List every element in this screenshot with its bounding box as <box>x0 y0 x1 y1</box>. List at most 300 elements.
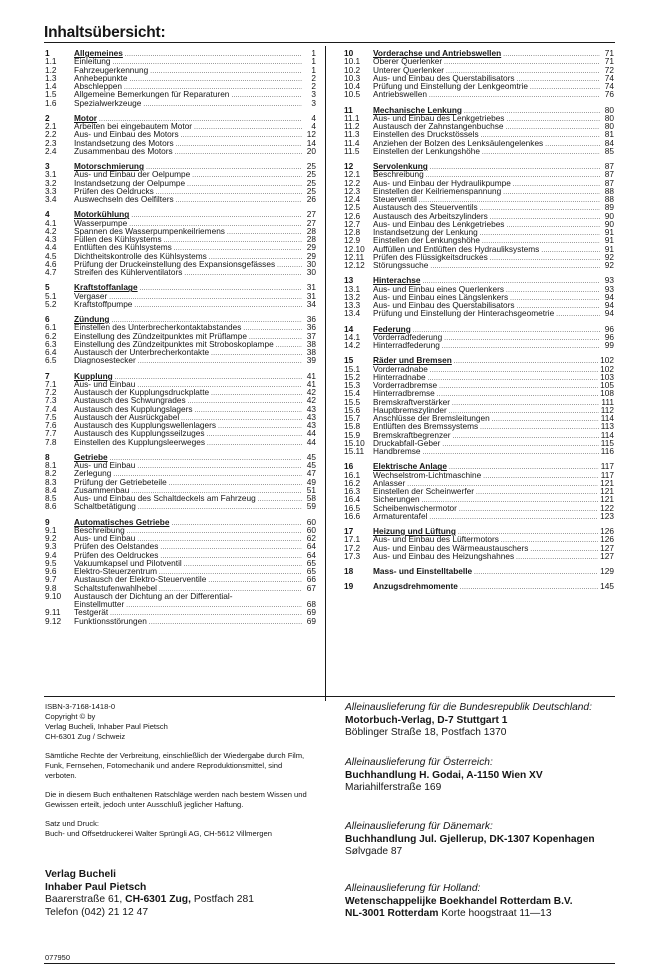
dot-leader <box>510 293 600 301</box>
toc-section <box>45 162 316 203</box>
toc-number: 10.2 <box>344 64 361 75</box>
toc-page-number: 45 <box>306 451 316 462</box>
toc-page-number: 47 <box>306 468 316 479</box>
toc-title: Aus- und Einbau der Oelpumpe <box>74 169 191 180</box>
toc-page-number: 25 <box>306 169 316 180</box>
toc-title: Mechanische Lenkung <box>373 104 462 115</box>
toc-entry <box>344 447 614 455</box>
dot-leader <box>490 253 600 261</box>
toc-title: Aus- und Einbau des Querstabilisators <box>373 300 515 310</box>
toc-number: 9.6 <box>45 566 57 576</box>
print-code: 077950 <box>45 953 71 962</box>
publisher-block <box>45 869 315 919</box>
dot-leader <box>503 187 600 195</box>
toc-section <box>45 210 316 276</box>
toc-number: 2.1 <box>45 121 57 131</box>
toc-number: 15.6 <box>344 404 361 415</box>
toc-page-number: 88 <box>604 194 614 204</box>
dot-leader <box>439 381 598 389</box>
toc-number: 2.2 <box>45 129 57 140</box>
toc-page-number: 30 <box>306 258 316 269</box>
dot-leader <box>452 431 598 439</box>
print-label: Satz und Druck: <box>45 819 100 828</box>
toc-page-number: 38 <box>306 347 316 357</box>
toc-page-number: 90 <box>604 210 614 221</box>
toc-title: Aus- und Einbau des Lenkgetriebes <box>373 112 505 123</box>
toc-page-number: 93 <box>604 283 614 294</box>
toc-title: Einstellen der Lenkungshöhe <box>373 235 481 246</box>
toc-number: 12.11 <box>344 251 365 262</box>
toc-page-number: 116 <box>600 446 614 456</box>
publisher-owner: Inhaber Paul Pietsch <box>45 881 147 893</box>
dot-leader <box>218 421 302 429</box>
toc-title: Austausch des Kupplungsseilzuges <box>74 428 205 439</box>
toc-page-number: 122 <box>600 502 614 513</box>
dot-leader <box>207 438 302 446</box>
distributor-name: Motorbuch-Verlag, D-7 Stuttgart 1 <box>345 714 508 726</box>
toc-number: 17.1 <box>344 534 361 545</box>
toc-title: Allgemeine Bemerkungen für Reparaturen <box>74 89 230 100</box>
dot-leader <box>430 261 600 269</box>
toc-page-number: 121 <box>600 486 614 496</box>
dot-leader <box>429 90 600 98</box>
toc-title: Instandsetzung der Lenkung <box>373 227 478 237</box>
toc-number: 1.4 <box>45 81 57 91</box>
toc-number: 7 <box>45 370 50 381</box>
toc-page-number: 31 <box>306 290 316 301</box>
publisher-street: Baarerstraße 61, <box>45 894 123 905</box>
toc-section <box>344 356 614 455</box>
toc-number: 12.9 <box>344 235 361 246</box>
toc-number: 10 <box>344 48 354 58</box>
toc-page-number: 74 <box>604 72 614 83</box>
toc-number: 8.4 <box>45 484 57 495</box>
dot-leader <box>482 147 600 155</box>
toc-title: Anschlüsse der Bremsleitungen <box>373 413 490 423</box>
toc-title: Austausch des Schwungrades <box>74 395 186 406</box>
toc-title: Bremskraftverstärker <box>373 396 450 407</box>
dot-leader <box>428 373 599 381</box>
toc-number: 3.3 <box>45 185 57 196</box>
toc-title: Getriebe <box>74 451 108 462</box>
dot-leader <box>423 447 599 455</box>
toc-title: Hinterradbremse <box>373 388 435 399</box>
toc-title: Prüfung der Getriebeteile <box>74 476 167 487</box>
toc-number: 14 <box>344 323 354 334</box>
toc-number: 15.10 <box>344 437 365 448</box>
dot-leader <box>171 518 302 526</box>
toc-number: 4.7 <box>45 267 57 277</box>
toc-page-number: 25 <box>306 177 316 188</box>
toc-title: Anzugsdrehmomente <box>373 581 458 592</box>
distributor-address: Sølvgade 87 <box>345 846 403 858</box>
dot-leader <box>131 210 302 218</box>
toc-page-number: 4 <box>311 121 316 131</box>
toc-entry <box>45 195 316 203</box>
dot-leader <box>187 179 302 187</box>
toc-page-number: 31 <box>306 282 316 293</box>
toc-page-number: 129 <box>600 566 614 576</box>
dot-leader <box>530 544 598 552</box>
toc-number: 13.2 <box>344 291 361 302</box>
toc-number: 7.7 <box>45 428 57 439</box>
toc-page-number: 126 <box>600 526 614 536</box>
toc-page-number: 65 <box>306 557 316 568</box>
toc-title: Einstellen des Kupplungsleerweges <box>74 436 205 447</box>
toc-number: 15.8 <box>344 421 361 432</box>
dot-leader <box>211 388 302 396</box>
toc-page-number: 34 <box>306 298 316 309</box>
toc-page-number: 43 <box>306 420 316 430</box>
toc-title: Aus- und Einbau des Schaltdeckels am Fahrzeug <box>74 493 256 503</box>
toc-title: Spezialwerkzeuge <box>74 97 142 108</box>
toc-number: 12 <box>344 161 354 171</box>
toc-page-number: 25 <box>306 185 316 196</box>
toc-title: Prüfung und Einstellung der Lenkgeomtrie <box>373 81 528 91</box>
toc-section <box>344 49 614 99</box>
toc-number: 6.2 <box>45 330 57 341</box>
toc-number: 10.4 <box>344 81 361 91</box>
toc-page-number: 81 <box>604 129 614 140</box>
toc-number: 12.7 <box>344 218 361 229</box>
toc-title: Prüfung und Einstellung der Hinterachsgeometrie <box>373 308 555 319</box>
toc-entry <box>344 552 614 560</box>
toc-number: 3.4 <box>45 194 57 204</box>
toc-page-number: 89 <box>604 202 614 213</box>
toc-page-number: 80 <box>604 121 614 131</box>
dot-leader <box>276 340 302 348</box>
toc-title: Einleitung <box>74 56 111 67</box>
toc-page-number: 114 <box>600 429 614 440</box>
toc-entry <box>45 147 316 155</box>
toc-title: Vergaser <box>74 290 108 301</box>
toc-number: 11.1 <box>344 112 360 123</box>
toc-number: 9.2 <box>45 533 57 543</box>
toc-page-number: 27 <box>306 209 316 220</box>
toc-section <box>344 106 614 156</box>
dot-leader <box>160 542 302 550</box>
toc-section <box>45 518 316 625</box>
dot-leader <box>208 575 302 583</box>
toc-page-number: 102 <box>600 363 614 374</box>
toc-title: Aus- und Einbau des Querstabilisators <box>373 72 515 83</box>
toc-section <box>45 283 316 308</box>
toc-number: 8.3 <box>45 476 57 487</box>
toc-page-number: 85 <box>604 145 614 156</box>
dot-leader <box>460 582 598 590</box>
toc-section <box>45 372 316 446</box>
toc-number: 11.4 <box>344 137 360 148</box>
toc-number: 18 <box>344 566 354 576</box>
toc-title: Kraftstoffpumpe <box>74 298 133 309</box>
dot-leader <box>194 122 302 130</box>
dot-leader <box>176 195 302 203</box>
toc-title: Diagnosestecker <box>74 355 136 366</box>
toc-number: 3 <box>45 161 50 171</box>
toc-page-number: 1 <box>311 64 316 75</box>
toc-page-number: 123 <box>600 510 614 521</box>
toc-title: Hinterradnabe <box>373 371 426 382</box>
imprint-rule <box>44 696 615 697</box>
dot-leader <box>243 323 302 331</box>
toc-page-number: 112 <box>600 404 614 415</box>
toc-section <box>45 315 316 365</box>
toc-title: Austausch der Dichtung an der Differential- <box>74 590 233 601</box>
toc-number: 9.4 <box>45 549 57 560</box>
toc-page-number: 127 <box>600 550 614 561</box>
toc-page-number: 71 <box>604 48 614 58</box>
toc-number: 15.5 <box>344 396 361 407</box>
toc-title: Testgerät <box>74 607 109 618</box>
toc-number: 1.2 <box>45 64 57 75</box>
toc-title: Schaltbetätigung <box>74 501 136 512</box>
dot-leader <box>492 414 599 422</box>
toc-page-number: 44 <box>306 428 316 439</box>
dot-leader <box>110 453 302 461</box>
toc-page-number: 25 <box>306 161 316 171</box>
toc-title: Prüfung der Druckeinstellung des Expansionsgefässes <box>74 258 276 269</box>
toc-entry <box>344 90 614 98</box>
dot-leader <box>506 285 600 293</box>
toc-title: Einstellen der Keilriemenspannung <box>373 185 502 196</box>
toc-title: Armaturentafel <box>373 510 428 521</box>
toc-page-number: 29 <box>306 250 316 261</box>
toc-number: 9.11 <box>45 607 61 618</box>
toc-section <box>344 567 614 575</box>
distribution-label: Alleinauslieferung für Österreich: <box>345 757 493 768</box>
toc-title: Auswechseln des Oelfilters <box>74 194 174 204</box>
toc-page-number: 51 <box>306 484 316 495</box>
toc-number: 8.5 <box>45 493 57 503</box>
toc-page-number: 117 <box>600 469 614 480</box>
toc-number: 11 <box>344 104 353 115</box>
dot-leader <box>476 487 598 495</box>
toc-title: Austausch des Arbeitszylinders <box>373 210 488 221</box>
toc-page-number: 14 <box>306 137 316 148</box>
dot-leader <box>109 292 302 300</box>
dot-leader <box>474 567 598 575</box>
toc-number: 8.2 <box>45 468 57 479</box>
toc-title: Elektrische Anlage <box>373 461 447 472</box>
toc-number: 3.2 <box>45 177 57 188</box>
toc-number: 9.8 <box>45 582 57 593</box>
toc-page-number: 87 <box>604 169 614 180</box>
toc-number: 6.5 <box>45 355 57 366</box>
toc-number: 4.3 <box>45 234 57 244</box>
dot-leader <box>430 365 598 373</box>
toc-entry <box>45 268 316 276</box>
toc-page-number: 96 <box>604 331 614 342</box>
publisher-address <box>45 894 315 907</box>
printer: Buch- und Offsetdruckerei Walter Sprüngli AG, CH-5612 Villmergen <box>45 829 272 838</box>
toc-page-number: 103 <box>600 371 614 382</box>
toc-title: Mass- und Einstelltabelle <box>373 566 473 576</box>
toc-page-number: 30 <box>306 267 316 277</box>
disclaimer: Die in diesem Buch enthaltenen Ratschläge werden nach bestem Wissen und Gewissen erteilt, jedoch unter Ausschluß jeglicher Haftung. <box>45 790 307 809</box>
toc-number: 15.3 <box>344 380 361 390</box>
toc-title: Unterer Querlenker <box>373 64 445 75</box>
toc-number: 9 <box>45 516 50 527</box>
toc-title: Instandsetzung der Oelpumpe <box>74 177 186 188</box>
toc-title: Austausch der Ausrückgabel <box>74 411 180 422</box>
toc-title: Vorderradnabe <box>373 363 428 374</box>
toc-page-number: 58 <box>306 493 316 503</box>
dot-leader <box>480 203 600 211</box>
toc-number: 15.11 <box>344 446 365 456</box>
dot-leader <box>545 139 600 147</box>
toc-page-number: 39 <box>306 355 316 366</box>
toc-entry <box>45 502 316 510</box>
dot-leader <box>442 439 598 447</box>
dot-leader <box>195 405 302 413</box>
toc-title: Austausch des Kupplungswellenlagers <box>74 420 217 430</box>
toc-page-number: 28 <box>306 234 316 244</box>
toc-page-number: 111 <box>601 396 614 407</box>
toc-page-number: 68 <box>306 599 316 609</box>
toc-page-number: 76 <box>604 89 614 100</box>
toc-title: Aus- und Einbau <box>74 533 136 543</box>
toc-title: Fahrzeugerkennung <box>74 64 149 75</box>
toc-entry <box>344 261 614 269</box>
distribution-label: Alleinauslieferung für Dänemark: <box>345 821 493 832</box>
toc-number: 11.5 <box>344 145 360 156</box>
toc-number: 9.7 <box>45 574 57 585</box>
toc-title: Aus- und Einbau des Lenkgetriebes <box>373 218 505 229</box>
toc-page-number: 94 <box>604 300 614 310</box>
distributor-address <box>345 908 625 921</box>
toc-title: Einstellen des Druckstössels <box>373 129 479 140</box>
toc-number: 16.2 <box>344 477 361 488</box>
toc-title: Zusammenbau <box>74 484 130 495</box>
dot-leader <box>444 57 600 65</box>
copyright: Copyright © by <box>45 712 96 721</box>
dot-leader <box>181 130 302 138</box>
toc-number: 4 <box>45 209 50 220</box>
toc-entry <box>45 617 316 625</box>
toc-title: Sicherungen <box>373 494 420 505</box>
toc-number: 5.1 <box>45 290 57 301</box>
dot-leader <box>506 114 600 122</box>
distribution-denmark <box>345 821 625 859</box>
toc-title: Elektro-Steuerzentrum <box>74 566 158 576</box>
toc-number: 3.1 <box>45 169 57 180</box>
toc-title: Hinterradfederung <box>373 340 440 350</box>
toc-page-number: 26 <box>306 194 316 204</box>
toc-title: Beschreibung <box>74 524 125 535</box>
toc-number: 9.5 <box>45 557 57 568</box>
title-rule <box>44 42 615 43</box>
toc-page-number: 66 <box>306 574 316 585</box>
toc-page-number: 42 <box>306 395 316 406</box>
dot-leader <box>149 617 302 625</box>
toc-page-number: 42 <box>306 387 316 397</box>
distribution-label: Alleinauslieferung für die Bundesrepublik Deutschland: <box>345 702 592 713</box>
toc-number: 8.1 <box>45 460 57 470</box>
toc-number: 7.8 <box>45 436 57 447</box>
toc-page-number: 12 <box>306 129 316 140</box>
toc-number: 9.1 <box>45 524 57 535</box>
toc-title: Wechselstrom-Lichtmaschine <box>373 469 482 480</box>
dot-leader <box>156 187 302 195</box>
toc-title: Einstellmutter <box>74 599 125 609</box>
toc-number: 1.6 <box>45 97 57 108</box>
toc-page-number: 90 <box>604 218 614 229</box>
toc-number: 2.4 <box>45 145 57 156</box>
dot-leader <box>184 268 302 276</box>
toc-title: Prüfen des Oeldruckes <box>74 549 159 560</box>
toc-page-number: 27 <box>306 217 316 228</box>
toc-page-number: 64 <box>306 549 316 560</box>
toc-page-number: 99 <box>604 340 614 350</box>
toc-title: Aus- und Einbau <box>74 378 136 389</box>
toc-page-number: 91 <box>604 243 614 254</box>
dot-leader <box>143 99 302 107</box>
toc-title: Entlüften des Kühlsystems <box>74 242 172 253</box>
distribution-austria <box>345 757 625 795</box>
dot-leader <box>454 356 598 364</box>
toc-title: Allgemeines <box>74 48 123 58</box>
toc-page-number: 74 <box>604 81 614 91</box>
toc-number: 9.10 <box>45 590 62 601</box>
toc-title: Austausch des Kupplungslagers <box>74 403 193 414</box>
toc-title: Motorschmierung <box>74 161 145 171</box>
toc-title: Aus- und Einbau eines Längslenkers <box>373 291 509 302</box>
toc-title: Handbremse <box>373 446 421 456</box>
toc-title: Einstellen der Scheinwerfer <box>373 486 474 496</box>
copyright-city: CH-6301 Zug / Schweiz <box>45 732 126 741</box>
toc-title: Zusammenbau des Motors <box>74 145 173 156</box>
toc-page-number: 108 <box>600 388 614 399</box>
toc-number: 8.6 <box>45 501 57 512</box>
toc-entry <box>344 512 614 520</box>
toc-title: Austausch der Zahnstangenbuchse <box>373 121 504 131</box>
toc-title: Instandsetzung des Motors <box>74 137 174 148</box>
toc-page-number: 45 <box>306 460 316 470</box>
rights-notice: Sämtliche Rechte der Verbreitung, einschließlich der Wiedergabe durch Film, Funk, Fernsehen, Fotomechanik und andere Reproduktionsmittel, sind verboten. <box>45 751 305 780</box>
dot-leader <box>530 82 600 90</box>
toc-page-number: 126 <box>600 534 614 545</box>
toc-page-number: 121 <box>600 477 614 488</box>
copyright-holder: Verlag Bucheli, Inhaber Paul Pietsch <box>45 722 168 731</box>
toc-title: Aus- und Einbau des Wärmeaustauschers <box>373 542 529 553</box>
toc-number: 13.4 <box>344 308 361 319</box>
toc-title: Heizung und Lüftung <box>373 526 456 536</box>
toc-title: Oberer Querlenker <box>373 56 443 67</box>
toc-page-number: 3 <box>311 97 316 108</box>
toc-title: Beschreibung <box>373 169 424 180</box>
toc-title: Entlüften des Bremssystems <box>373 421 479 432</box>
toc-title: Aus- und Einbau eines Querlenkers <box>373 283 504 294</box>
toc-title: Vakuumkapsel und Pilotventil <box>74 557 182 568</box>
toc-title: Vorderachse und Antriebswellen <box>373 48 502 58</box>
dot-leader <box>459 504 598 512</box>
toc-number: 12.3 <box>344 185 361 196</box>
dot-leader <box>138 502 302 510</box>
toc-number: 5 <box>45 282 50 293</box>
dot-leader <box>176 139 302 147</box>
dot-leader <box>258 494 302 502</box>
toc-number: 4.4 <box>45 242 57 253</box>
toc-title: Einstellung des Zündzeitpunktes mit Stroboskoplampe <box>74 338 274 349</box>
toc-number: 1.1 <box>45 56 57 67</box>
toc-title: Anhebepunkte <box>74 72 128 83</box>
publisher-city: CH-6301 Zug, <box>125 894 191 905</box>
toc-number: 8 <box>45 451 50 462</box>
toc-page-number: 1 <box>311 56 316 67</box>
toc-page-number: 80 <box>604 112 614 123</box>
toc-number: 12.12 <box>344 260 365 270</box>
page-title: Inhaltsübersicht: <box>44 24 166 41</box>
